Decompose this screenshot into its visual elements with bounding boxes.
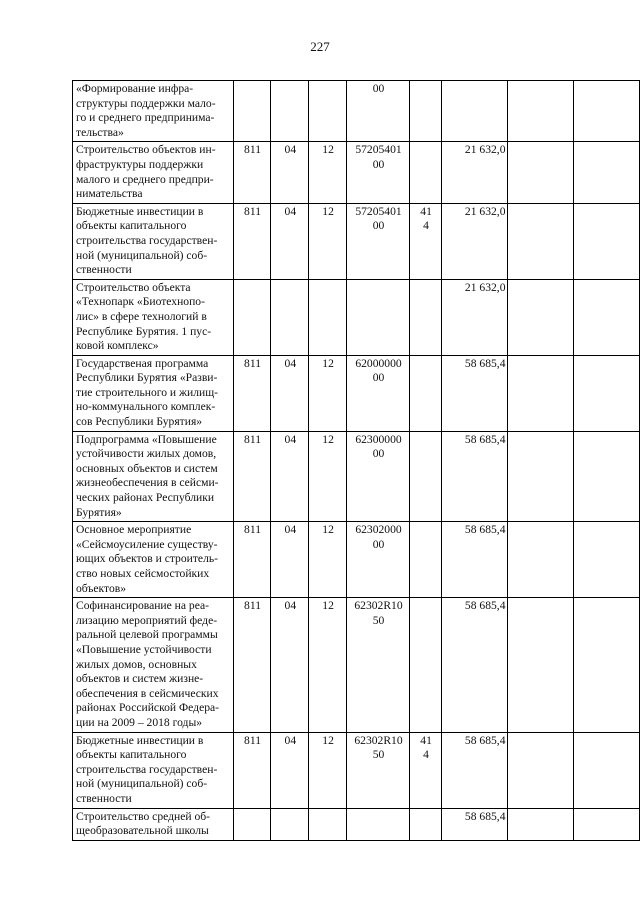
row-expense-type-cell bbox=[410, 279, 441, 355]
row-section-cell bbox=[271, 81, 309, 142]
row-amount-cell: 21 632,0 bbox=[441, 203, 508, 279]
table-row bbox=[73, 808, 640, 840]
row-subsection-cell: 12 bbox=[309, 431, 346, 522]
row-extra-cell-1 bbox=[508, 203, 574, 279]
table-row bbox=[73, 81, 640, 142]
row-extra-cell-2 bbox=[574, 522, 640, 598]
row-ministry-code-cell: 811 bbox=[233, 732, 270, 808]
row-section-cell: 04 bbox=[271, 732, 309, 808]
row-subsection-cell: 12 bbox=[309, 522, 346, 598]
row-ministry-code-cell: 811 bbox=[233, 598, 270, 732]
table-row bbox=[73, 355, 640, 431]
row-expense-type-cell: 41 4 bbox=[410, 203, 441, 279]
row-subsection-cell: 12 bbox=[309, 732, 346, 808]
row-name-cell: Подпрограмма «Повышение устойчивости жилых домов, основных объектов и систем жизнеобеспечения в сейсми- ческих районах Республики Бурятия» bbox=[73, 431, 234, 522]
row-target-article-cell: 62302R10 50 bbox=[346, 732, 410, 808]
row-ministry-code-cell: 811 bbox=[233, 355, 270, 431]
row-expense-type-cell bbox=[410, 522, 441, 598]
row-target-article-cell: 62300000 00 bbox=[346, 431, 410, 522]
row-amount-cell: 58 685,4 bbox=[441, 808, 508, 840]
row-subsection-cell bbox=[309, 808, 346, 840]
table-row bbox=[73, 732, 640, 808]
table-row bbox=[73, 142, 640, 203]
row-target-article-cell: 00 bbox=[346, 81, 410, 142]
row-target-article-cell bbox=[346, 279, 410, 355]
row-ministry-code-cell bbox=[233, 808, 270, 840]
row-amount-cell: 58 685,4 bbox=[441, 355, 508, 431]
row-section-cell: 04 bbox=[271, 598, 309, 732]
row-ministry-code-cell: 811 bbox=[233, 203, 270, 279]
row-section-cell: 04 bbox=[271, 431, 309, 522]
row-name-cell: «Формирование инфра- структуры поддержки мало- го и среднего предпринима- тельства» bbox=[73, 81, 234, 142]
table-row bbox=[73, 203, 640, 279]
row-section-cell: 04 bbox=[271, 203, 309, 279]
row-target-article-cell: 57205401 00 bbox=[346, 142, 410, 203]
row-subsection-cell: 12 bbox=[309, 142, 346, 203]
row-extra-cell-1 bbox=[508, 81, 574, 142]
row-ministry-code-cell bbox=[233, 81, 270, 142]
row-section-cell bbox=[271, 279, 309, 355]
row-target-article-cell: 57205401 00 bbox=[346, 203, 410, 279]
row-expense-type-cell bbox=[410, 598, 441, 732]
row-target-article-cell: 62302R10 50 bbox=[346, 598, 410, 732]
row-section-cell: 04 bbox=[271, 522, 309, 598]
row-section-cell bbox=[271, 808, 309, 840]
row-subsection-cell: 12 bbox=[309, 355, 346, 431]
row-section-cell: 04 bbox=[271, 142, 309, 203]
row-extra-cell-2 bbox=[574, 279, 640, 355]
row-extra-cell-1 bbox=[508, 808, 574, 840]
row-extra-cell-2 bbox=[574, 81, 640, 142]
page-number: 227 bbox=[310, 39, 330, 54]
row-expense-type-cell: 41 4 bbox=[410, 732, 441, 808]
row-extra-cell-2 bbox=[574, 142, 640, 203]
row-ministry-code-cell: 811 bbox=[233, 522, 270, 598]
row-expense-type-cell bbox=[410, 431, 441, 522]
row-name-cell: Строительство средней об- щеобразовательной школы bbox=[73, 808, 234, 840]
row-name-cell: Основное мероприятие «Сейсмоусиление существу- ющих объектов и строитель- ство новых сейсмостойких объектов» bbox=[73, 522, 234, 598]
row-target-article-cell bbox=[346, 808, 410, 840]
row-amount-cell: 21 632,0 bbox=[441, 142, 508, 203]
row-extra-cell-2 bbox=[574, 808, 640, 840]
table-row bbox=[73, 279, 640, 355]
row-amount-cell: 58 685,4 bbox=[441, 522, 508, 598]
budget-table-body bbox=[73, 81, 640, 841]
row-name-cell: Бюджетные инвестиции в объекты капитального строительства государствен- ной (муниципальной) соб- ственности bbox=[73, 732, 234, 808]
row-expense-type-cell bbox=[410, 808, 441, 840]
row-extra-cell-1 bbox=[508, 279, 574, 355]
row-subsection-cell: 12 bbox=[309, 203, 346, 279]
row-subsection-cell bbox=[309, 279, 346, 355]
row-extra-cell-2 bbox=[574, 598, 640, 732]
table-row bbox=[73, 431, 640, 522]
row-ministry-code-cell bbox=[233, 279, 270, 355]
row-amount-cell: 58 685,4 bbox=[441, 598, 508, 732]
row-name-cell: Строительство объектов ин- фраструктуры поддержки малого и среднего предпри- нимательства bbox=[73, 142, 234, 203]
table-row bbox=[73, 598, 640, 732]
row-ministry-code-cell: 811 bbox=[233, 142, 270, 203]
row-amount-cell: 58 685,4 bbox=[441, 732, 508, 808]
row-extra-cell-1 bbox=[508, 522, 574, 598]
row-extra-cell-2 bbox=[574, 203, 640, 279]
row-name-cell: Государственая программа Республики Бурятия «Разви- тие строительного и жилищ- но-коммунального комплек- сов Республики Бурятия» bbox=[73, 355, 234, 431]
row-extra-cell-1 bbox=[508, 355, 574, 431]
row-target-article-cell: 62302000 00 bbox=[346, 522, 410, 598]
row-extra-cell-1 bbox=[508, 431, 574, 522]
row-extra-cell-2 bbox=[574, 355, 640, 431]
row-amount-cell bbox=[441, 81, 508, 142]
row-subsection-cell: 12 bbox=[309, 598, 346, 732]
row-amount-cell: 21 632,0 bbox=[441, 279, 508, 355]
row-expense-type-cell bbox=[410, 355, 441, 431]
row-section-cell: 04 bbox=[271, 355, 309, 431]
row-subsection-cell bbox=[309, 81, 346, 142]
row-extra-cell-2 bbox=[574, 431, 640, 522]
row-extra-cell-2 bbox=[574, 732, 640, 808]
table-row bbox=[73, 522, 640, 598]
row-amount-cell: 58 685,4 bbox=[441, 431, 508, 522]
row-expense-type-cell bbox=[410, 81, 441, 142]
budget-table bbox=[72, 80, 640, 841]
row-extra-cell-1 bbox=[508, 732, 574, 808]
row-extra-cell-1 bbox=[508, 142, 574, 203]
row-ministry-code-cell: 811 bbox=[233, 431, 270, 522]
row-name-cell: Софинансирование на реа- лизацию мероприятий феде- ральной целевой программы «Повышение устойчивости жилых домов, основных объектов и систем жизне- обеспечения в сейсмических районах Российской Федера- ции на 2009 – 2018 годы» bbox=[73, 598, 234, 732]
row-name-cell: Строительство объекта «Технопарк «Биотехнопо- лис» в сфере технологий в Республике Бурятия. 1 пус- ковой комплекс» bbox=[73, 279, 234, 355]
row-extra-cell-1 bbox=[508, 598, 574, 732]
row-expense-type-cell bbox=[410, 142, 441, 203]
row-name-cell: Бюджетные инвестиции в объекты капитального строительства государствен- ной (муниципальной) соб- ственности bbox=[73, 203, 234, 279]
row-target-article-cell: 62000000 00 bbox=[346, 355, 410, 431]
